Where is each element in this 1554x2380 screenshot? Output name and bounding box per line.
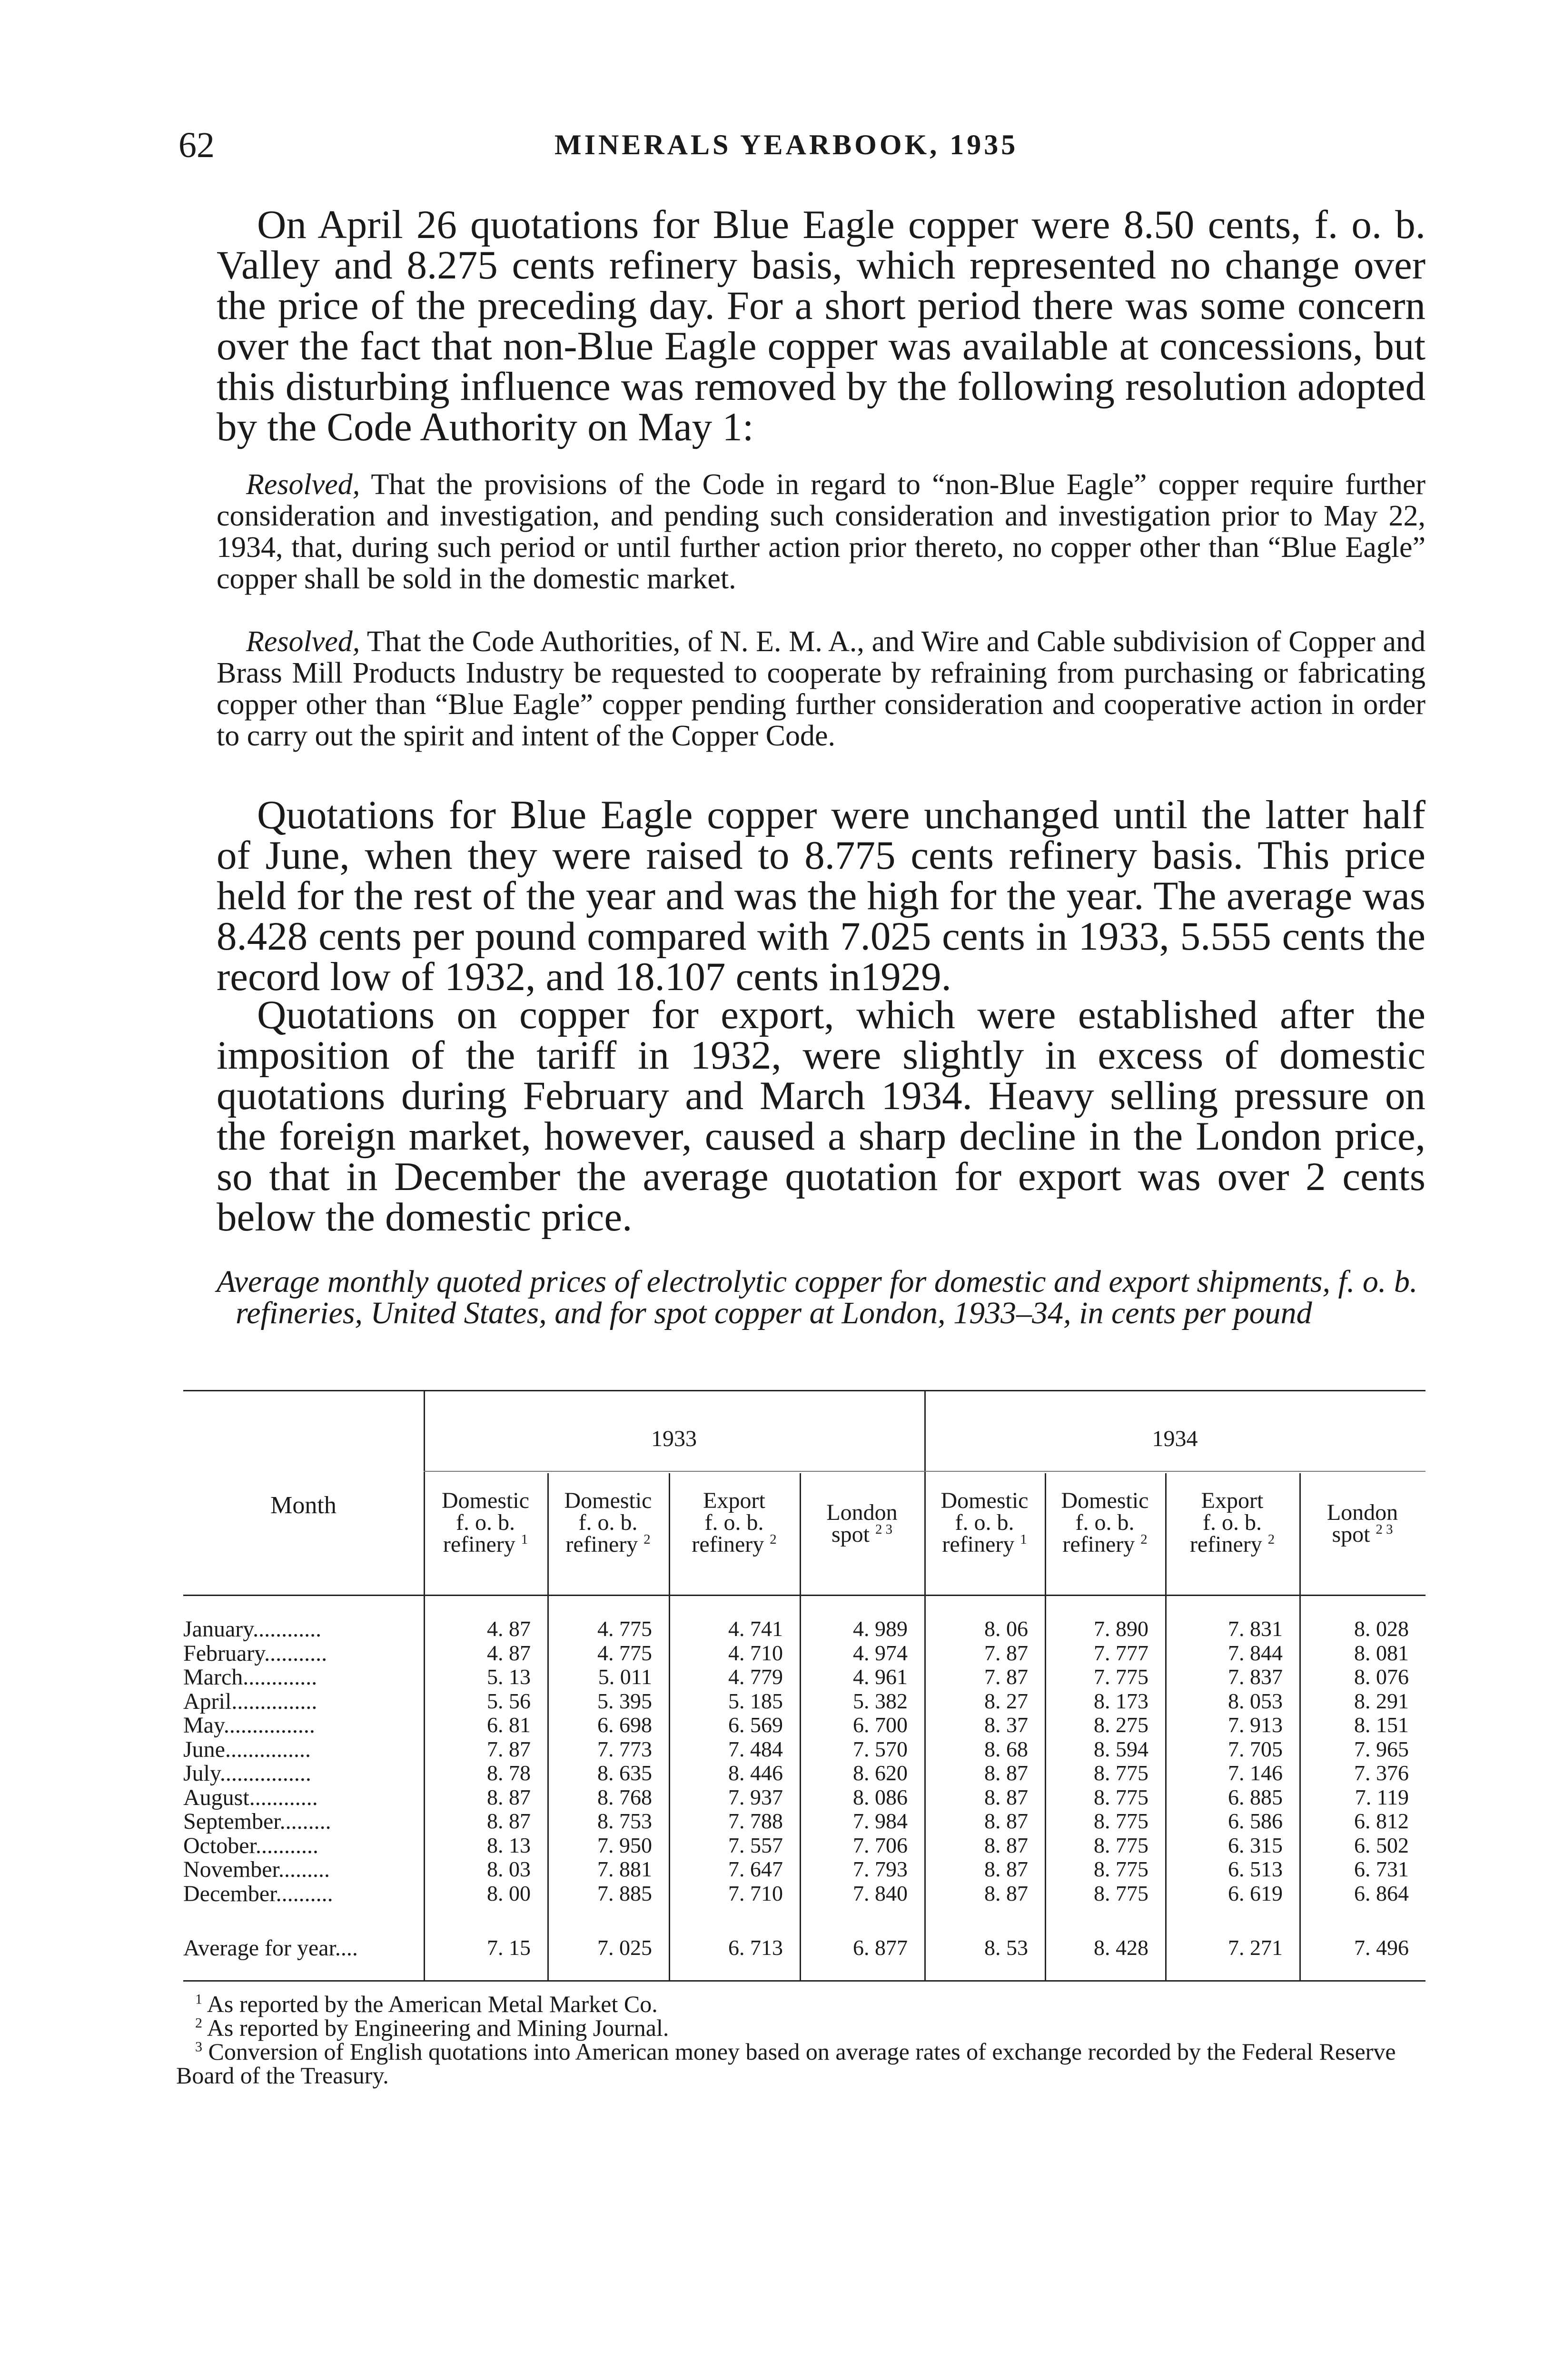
table-cell: 4. 775: [597, 1616, 652, 1641]
column-header-word: refinery: [692, 1532, 764, 1557]
paragraph-2: [217, 795, 1425, 997]
table-cell: 8. 446: [728, 1761, 783, 1785]
table-cell: 8. 68: [984, 1736, 1028, 1761]
table-row: [183, 1736, 1425, 1760]
table-cell: 4. 741: [728, 1616, 783, 1641]
footnote-1-mark: 1: [195, 1991, 202, 2007]
column-header-line: f. o. b.: [1075, 1510, 1135, 1535]
table-cell: 6. 877: [853, 1935, 908, 1960]
month-label: [183, 1616, 321, 1642]
table-cell: 7. 570: [853, 1736, 908, 1761]
table-caption-text: Average monthly quoted prices of electrolytic copper for domestic and export shipments, f. o. b. refineries, United States, and for spot copper at London, 1933–34, in cents per pound: [217, 1264, 1418, 1330]
table-cell: 8. 03: [487, 1857, 531, 1881]
page-header: [178, 125, 1416, 168]
table-row: [183, 1760, 1425, 1784]
table-cell: 4. 710: [728, 1640, 783, 1665]
table-cell: 8. 06: [984, 1616, 1028, 1641]
column-header-line: Export: [1201, 1488, 1264, 1513]
table-cell: 8. 53: [984, 1935, 1028, 1960]
table-cell: 8. 00: [487, 1881, 531, 1905]
footnote-ref: 2: [643, 1532, 651, 1547]
table-cell: 6. 513: [1228, 1857, 1283, 1881]
column-header-line: London: [826, 1500, 898, 1525]
table-cell: 8. 775: [1094, 1761, 1148, 1785]
table-cell: 4. 989: [853, 1616, 908, 1641]
table-cell: 4. 87: [487, 1640, 531, 1665]
table-cell: 6. 885: [1228, 1785, 1283, 1809]
table-cell: 8. 291: [1354, 1688, 1409, 1713]
column-header-line: [1045, 1534, 1165, 1556]
month-name: August: [183, 1785, 249, 1810]
table-cell: 7. 146: [1228, 1761, 1283, 1785]
table-cell: 8. 37: [984, 1713, 1028, 1737]
footnote-ref: 2: [770, 1532, 777, 1547]
month-label: [183, 1833, 318, 1859]
dot-leader: ...............: [225, 1736, 311, 1762]
column-header: [924, 1490, 1045, 1556]
column-header-line: f. o. b.: [955, 1510, 1014, 1535]
table-rule-top: [183, 1390, 1425, 1391]
table-cell: 5. 382: [853, 1688, 908, 1713]
table-cell: 8. 028: [1354, 1616, 1409, 1641]
table-cell: 7. 025: [597, 1935, 652, 1960]
table-cell: 7. 831: [1228, 1616, 1283, 1641]
dot-leader: ................: [223, 1713, 315, 1738]
table-cell: 5. 185: [728, 1688, 783, 1713]
column-header-line: Domestic: [1061, 1488, 1149, 1513]
dot-leader: ....: [335, 1935, 358, 1961]
paragraph-2-text: Quotations for Blue Eagle copper were unchanged until the latter half of June, when they were raised to 8.775 cents refinery basis. This price held for the rest of the year and was the high for the year. The average was 8.428 cents per pound compared with 7.025 cents in 1933, 5.555 cents the record low of 1932, and 18.107 cents in1929.: [217, 793, 1425, 999]
table-cell: 6. 315: [1228, 1833, 1283, 1857]
footnote-ref: 2 3: [1376, 1522, 1393, 1537]
table-cell: 8. 753: [597, 1809, 652, 1833]
column-header: [547, 1490, 669, 1556]
table-cell: 8. 775: [1094, 1857, 1148, 1881]
table-cell: 8. 775: [1094, 1809, 1148, 1833]
dot-leader: ...............: [231, 1688, 317, 1714]
year-1934-header: 1934: [1152, 1426, 1198, 1451]
paragraph-3: [217, 992, 1425, 1240]
footnote-3-text: Conversion of English quotations into American money based on average rates of exchange recorded by the Federal Reserve Board of the Treasury.: [176, 2038, 1396, 2089]
table-cell: 7. 777: [1094, 1640, 1148, 1665]
column-header-line: f. o. b.: [456, 1510, 515, 1535]
table-cell: 8. 87: [984, 1785, 1028, 1809]
column-header-line: [424, 1534, 547, 1556]
paragraph-1-text: On April 26 quotations for Blue Eagle copper were 8.50 cents, f. o. b. Valley and 8.275 cents refinery basis, which represented no change over the price of the preceding day. For a short period there was some concern over the fact that non-Blue Eagle copper was available at concessions, but this disturbing influence was removed by the following resolution adopted by the Code Authority on May 1:: [217, 202, 1425, 449]
table-cell: 8. 87: [487, 1785, 531, 1809]
table-cell: 8. 076: [1354, 1665, 1409, 1689]
price-table: [183, 1390, 1425, 1987]
month-label: [183, 1760, 311, 1786]
table-rule-bottom: [183, 1980, 1425, 1982]
table-cell: 7. 775: [1094, 1665, 1148, 1689]
dot-leader: .............: [243, 1665, 317, 1690]
table-row: [183, 1808, 1425, 1832]
table-cell: 7. 984: [853, 1809, 908, 1833]
table-cell: 7. 793: [853, 1857, 908, 1881]
month-name: January: [183, 1616, 253, 1642]
table-cell: 7. 913: [1228, 1713, 1283, 1737]
table-cell: 7. 376: [1354, 1761, 1409, 1785]
dot-leader: ...........: [255, 1833, 318, 1858]
table-cell: 6. 864: [1354, 1881, 1409, 1905]
table-row: [183, 1935, 1425, 1959]
table-cell: 6. 731: [1354, 1857, 1409, 1881]
table-cell: 8. 775: [1094, 1833, 1148, 1857]
table-cell: 8. 768: [597, 1785, 652, 1809]
table-cell: 7. 890: [1094, 1616, 1148, 1641]
table-cell: 8. 87: [487, 1809, 531, 1833]
table-cell: 5. 13: [487, 1665, 531, 1689]
column-header-word: refinery: [942, 1532, 1015, 1557]
table-row: [183, 1664, 1425, 1688]
table-cell: 7. 773: [597, 1736, 652, 1761]
month-name: Average for year: [183, 1935, 335, 1961]
month-label: [183, 1736, 311, 1763]
column-header-line: [669, 1534, 800, 1556]
resolution-2: [217, 626, 1425, 752]
table-cell: 8. 87: [984, 1833, 1028, 1857]
column-header-line: [1165, 1534, 1299, 1556]
month-label: [183, 1712, 315, 1738]
table-cell: 4. 974: [853, 1640, 908, 1665]
column-header-word: refinery: [1189, 1532, 1262, 1557]
table-cell: 7. 710: [728, 1881, 783, 1905]
dot-leader: ................: [219, 1761, 311, 1786]
table-cell: 7. 965: [1354, 1736, 1409, 1761]
table-cell: 5. 56: [487, 1688, 531, 1713]
page-number: 62: [178, 125, 215, 165]
table-cell: 8. 428: [1094, 1935, 1148, 1960]
table-cell: 7. 647: [728, 1857, 783, 1881]
month-label: [183, 1785, 318, 1811]
table-row: [183, 1833, 1425, 1856]
year-1933-header: 1933: [651, 1426, 697, 1451]
footnote-3: [176, 2040, 1425, 2087]
resolution-2-lead: Resolved,: [246, 625, 360, 658]
table-cell: 7. 706: [853, 1833, 908, 1857]
month-label: [183, 1935, 358, 1961]
column-header-word: refinery: [1062, 1532, 1135, 1557]
table-cell: 4. 775: [597, 1640, 652, 1665]
running-head: MINERALS YEARBOOK, 1935: [554, 129, 1019, 160]
table-cell: 8. 053: [1228, 1688, 1283, 1713]
table-cell: 8. 081: [1354, 1640, 1409, 1665]
table-cell: 7. 840: [853, 1881, 908, 1905]
table-cell: 4. 87: [487, 1616, 531, 1641]
table-row: [183, 1881, 1425, 1904]
table-cell: 8. 620: [853, 1761, 908, 1785]
dot-leader: ............: [249, 1785, 318, 1810]
table-cell: 6. 713: [728, 1935, 783, 1960]
footnotes: [176, 1992, 1425, 2087]
month-name: May: [183, 1713, 224, 1738]
table-cell: 6. 698: [597, 1713, 652, 1737]
table-cell: 7. 844: [1228, 1640, 1283, 1665]
footnote-ref: 2: [1140, 1532, 1148, 1547]
table-row: [183, 1785, 1425, 1808]
column-header-line: Domestic: [940, 1488, 1029, 1513]
table-cell: 7. 885: [597, 1881, 652, 1905]
month-label: [183, 1881, 333, 1907]
table-cell: 5. 395: [597, 1688, 652, 1713]
footnote-3-mark: 3: [195, 2039, 202, 2055]
table-cell: 7. 788: [728, 1809, 783, 1833]
table-cell: 8. 87: [984, 1809, 1028, 1833]
dot-leader: ............: [253, 1616, 322, 1642]
resolution-1-lead: Resolved,: [246, 468, 360, 501]
table-cell: 7. 937: [728, 1785, 783, 1809]
column-header-line: f. o. b.: [704, 1510, 764, 1535]
month-name: October: [183, 1833, 256, 1858]
table-caption: [217, 1266, 1445, 1329]
month-header: Month: [270, 1492, 337, 1519]
month-name: April: [183, 1688, 232, 1714]
table-cell: 5. 011: [598, 1665, 652, 1689]
column-header-line: Export: [703, 1488, 765, 1513]
table-cell: 7. 119: [1355, 1785, 1409, 1809]
year-header-rule: [424, 1471, 1425, 1472]
table-cell: 6. 502: [1354, 1833, 1409, 1857]
table-cell: 8. 27: [984, 1688, 1028, 1713]
table-cell: 7. 87: [984, 1665, 1028, 1689]
column-header: [669, 1490, 800, 1556]
table-cell: 7. 881: [597, 1857, 652, 1881]
table-cell: 8. 775: [1094, 1881, 1148, 1905]
month-label: [183, 1808, 331, 1835]
table-cell: 7. 484: [728, 1736, 783, 1761]
column-header-line: [924, 1534, 1045, 1556]
table-cell: 4. 779: [728, 1665, 783, 1689]
column-header-line: London: [1326, 1500, 1398, 1525]
table-cell: 7. 87: [487, 1736, 531, 1761]
table-rule-header: [183, 1595, 1425, 1596]
table-cell: 7. 15: [487, 1935, 531, 1960]
table-cell: 7. 557: [728, 1833, 783, 1857]
column-header: [424, 1490, 547, 1556]
column-header-word: spot: [831, 1522, 870, 1547]
footnote-1-text: As reported by the American Metal Market Co.: [207, 1991, 658, 2017]
table-cell: 6. 586: [1228, 1809, 1283, 1833]
table-cell: 4. 961: [853, 1665, 908, 1689]
footnote-2-mark: 2: [195, 2015, 202, 2031]
table-cell: 8. 086: [853, 1785, 908, 1809]
table-cell: 6. 619: [1228, 1881, 1283, 1905]
table-cell: 7. 87: [984, 1640, 1028, 1665]
month-name: March: [183, 1665, 243, 1690]
column-header-line: Domestic: [442, 1488, 529, 1513]
resolution-1-text: That the provisions of the Code in regard to “non-Blue Eagle” copper require further consideration and investigation, and pending such consideration and investigation prior to May 22, 1934, that, during such period or until further action prior thereto, no copper other than “Blue Eagle” copper shall be sold in the domestic market.: [217, 468, 1425, 595]
footnote-ref: 1: [521, 1532, 528, 1547]
footnote-ref: 2: [1267, 1532, 1275, 1547]
footnote-2-text: As reported by Engineering and Mining Journal.: [207, 2014, 669, 2041]
month-label: [183, 1856, 330, 1883]
column-header-line: f. o. b.: [1203, 1510, 1262, 1535]
table-cell: 8. 151: [1354, 1713, 1409, 1737]
paragraph-3-text: Quotations on copper for export, which were established after the imposition of the tariff in 1932, were slightly in excess of domestic quotations during February and March 1934. Heavy selling pressure on the foreign market, however, caused a sharp decline in the London price, so that in December the average quotation for export was over 2 cents below the domestic price.: [217, 992, 1425, 1240]
table-cell: 6. 812: [1354, 1809, 1409, 1833]
dot-leader: ...........: [264, 1640, 327, 1666]
table-row: [183, 1640, 1425, 1664]
table-row: [183, 1856, 1425, 1880]
column-header-word: spot: [1332, 1522, 1370, 1547]
table-cell: 8. 87: [984, 1881, 1028, 1905]
resolution-2-text: That the Code Authorities, of N. E. M. A., and Wire and Cable subdivision of Copper and Brass Mill Products Industry be requested to cooperate by refraining from purchasing or fabricating copper other than “Blue Eagle” copper pending further consideration and cooperative action in order to carry out the spirit and intent of the Copper Code.: [217, 625, 1425, 752]
month-label: [183, 1688, 317, 1715]
month-label: [183, 1664, 317, 1690]
table-cell: 8. 635: [597, 1761, 652, 1785]
table-cell: 6. 81: [487, 1713, 531, 1737]
dot-leader: .........: [278, 1857, 330, 1882]
month-name: July: [183, 1761, 220, 1786]
month-name: November: [183, 1857, 278, 1882]
resolution-1: [217, 469, 1425, 595]
footnote-1: [176, 1992, 1425, 2016]
table-cell: 8. 87: [984, 1857, 1028, 1881]
dot-leader: .........: [279, 1809, 331, 1834]
paragraph-1: [217, 202, 1425, 449]
table-cell: 8. 775: [1094, 1785, 1148, 1809]
column-header: [1299, 1502, 1425, 1546]
dot-leader: ..........: [276, 1881, 333, 1906]
table-cell: 8. 13: [487, 1833, 531, 1857]
footnote-2: [176, 2016, 1425, 2040]
table-cell: 7. 837: [1228, 1665, 1283, 1689]
footnote-ref: 1: [1020, 1532, 1027, 1547]
column-header: [1165, 1490, 1299, 1556]
table-row: [183, 1616, 1425, 1640]
table-cell: 8. 275: [1094, 1713, 1148, 1737]
column-header-line: f. o. b.: [578, 1510, 638, 1535]
column-header-line: [547, 1534, 669, 1556]
table-cell: 7. 705: [1228, 1736, 1283, 1761]
table-row: [183, 1688, 1425, 1712]
column-header: [1045, 1490, 1165, 1556]
column-header-line: Domestic: [564, 1488, 652, 1513]
table-cell: 8. 78: [487, 1761, 531, 1785]
column-header-line: [1299, 1524, 1425, 1546]
table-cell: 8. 594: [1094, 1736, 1148, 1761]
table-cell: 7. 271: [1228, 1935, 1283, 1960]
table-cell: 6. 569: [728, 1713, 783, 1737]
month-label: [183, 1640, 327, 1666]
table-cell: 8. 173: [1094, 1688, 1148, 1713]
table-cell: 7. 950: [597, 1833, 652, 1857]
column-header-word: refinery: [565, 1532, 638, 1557]
month-name: June: [183, 1736, 225, 1762]
table-row: [183, 1712, 1425, 1736]
column-header-word: refinery: [443, 1532, 515, 1557]
footnote-ref: 2 3: [875, 1522, 892, 1537]
month-name: September: [183, 1809, 280, 1834]
month-name: December: [183, 1881, 276, 1906]
table-cell: 8. 87: [984, 1761, 1028, 1785]
table-cell: 6. 700: [853, 1713, 908, 1737]
month-name: February: [183, 1640, 265, 1666]
column-header: [800, 1502, 924, 1546]
table-cell: 7. 496: [1354, 1935, 1409, 1960]
column-header-line: [800, 1524, 924, 1546]
